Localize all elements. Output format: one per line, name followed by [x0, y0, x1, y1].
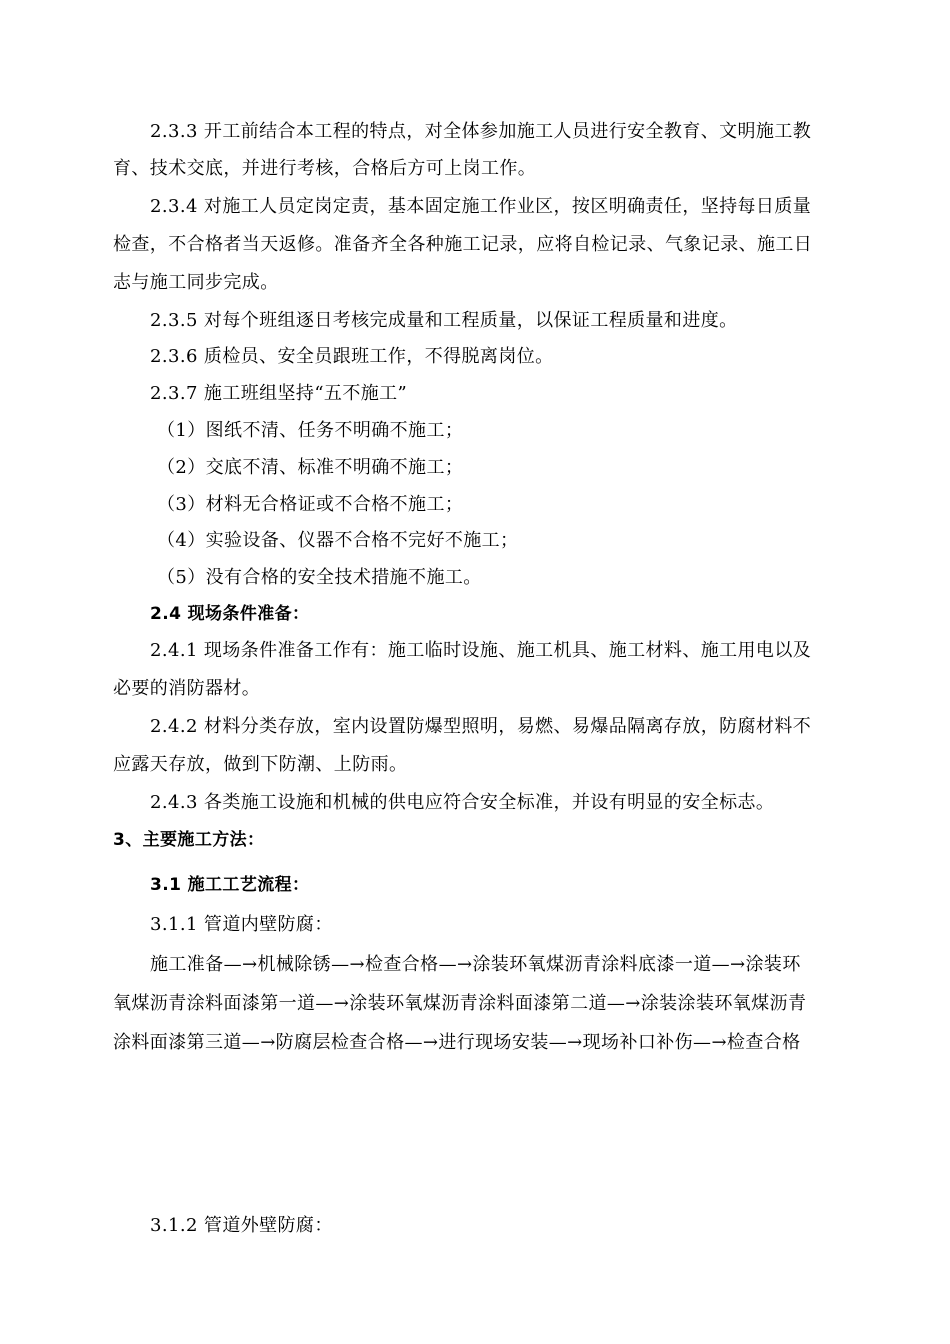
- section-heading-3: 3、主要施工方法：: [113, 830, 265, 850]
- list-item-4: （4）实验设备、仪器不合格不完好不施工；: [157, 530, 519, 551]
- subheading-3-1-2: 3.1.2 管道外壁防腐：: [150, 1215, 333, 1236]
- paragraph-2-4-3: 2.4.3 各类施工设施和机械的供电应符合安全标准，并设有明显的安全标志。: [150, 792, 775, 813]
- process-flow-line-3: 涂料面漆第三道—→防腐层检查合格—→进行现场安装—→现场补口补伤—→检查合格: [113, 1032, 801, 1053]
- list-item-3: （3）材料无合格证或不合格不施工；: [157, 494, 464, 515]
- paragraph-2-3-4-line-3: 志与施工同步完成。: [113, 272, 279, 293]
- paragraph-2-3-5: 2.3.5 对每个班组逐日考核完成量和工程质量，以保证工程质量和进度。: [150, 310, 738, 331]
- paragraph-2-4-2-line-2: 应露天存放，做到下防潮、上防雨。: [113, 754, 408, 775]
- list-item-2: （2）交底不清、标准不明确不施工；: [157, 457, 464, 478]
- paragraph-2-3-3-line-1: 2.3.3 开工前结合本工程的特点，对全体参加施工人员进行安全教育、文明施工教: [150, 121, 812, 142]
- paragraph-2-3-4-line-2: 检查，不合格者当天返修。准备齐全各种施工记录，应将自检记录、气象记录、施工日: [113, 234, 813, 255]
- subheading-3-1-1: 3.1.1 管道内壁防腐：: [150, 914, 333, 935]
- paragraph-2-3-3-line-2: 育、技术交底，并进行考核，合格后方可上岗工作。: [113, 158, 537, 179]
- process-flow-line-1: 施工准备—→机械除锈—→检查合格—→涂装环氧煤沥青涂料底漆一道—→涂装环: [150, 954, 801, 975]
- paragraph-2-4-2-line-1: 2.4.2 材料分类存放，室内设置防爆型照明，易燃、易爆品隔离存放，防腐材料不: [150, 716, 812, 737]
- section-heading-2-4: 2.4 现场条件准备：: [150, 604, 310, 624]
- paragraph-2-3-7: 2.3.7 施工班组坚持“五不施工”: [150, 383, 408, 404]
- paragraph-2-3-4-line-1: 2.3.4 对施工人员定岗定责，基本固定施工作业区，按区明确责任，坚持每日质量: [150, 196, 812, 217]
- paragraph-2-4-1-line-2: 必要的消防器材。: [113, 678, 261, 699]
- list-item-1: （1）图纸不清、任务不明确不施工；: [157, 420, 464, 441]
- paragraph-2-4-1-line-1: 2.4.1 现场条件准备工作有：施工临时设施、施工机具、施工材料、施工用电以及: [150, 640, 812, 661]
- section-heading-3-1: 3.1 施工工艺流程：: [150, 875, 310, 895]
- list-item-5: （5）没有合格的安全技术措施不施工。: [157, 567, 482, 588]
- process-flow-line-2: 氧煤沥青涂料面漆第一道—→涂装环氧煤沥青涂料面漆第二道—→涂装涂装环氧煤沥青: [113, 993, 807, 1014]
- paragraph-2-3-6: 2.3.6 质检员、安全员跟班工作，不得脱离岗位。: [150, 346, 554, 367]
